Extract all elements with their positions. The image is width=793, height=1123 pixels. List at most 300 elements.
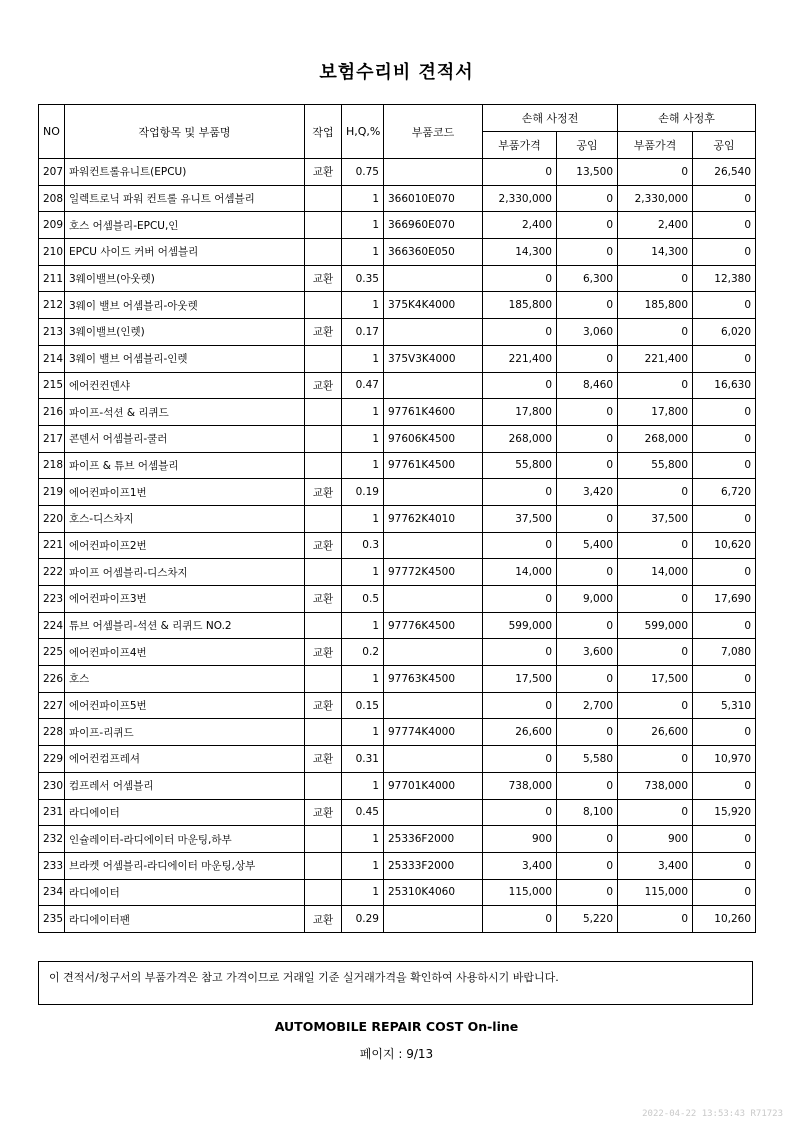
table-row: [39, 612, 756, 639]
table-row: [39, 159, 756, 186]
cell-after-part-price: 0: [618, 906, 693, 933]
cell-after-labor: 0: [693, 452, 756, 479]
cell-code: [384, 799, 483, 826]
cell-work: [305, 559, 342, 586]
cell-code: 97761K4600: [384, 399, 483, 426]
cell-hq: 1: [342, 425, 384, 452]
cell-after-labor: 0: [693, 505, 756, 532]
cell-before-labor: 0: [557, 719, 618, 746]
cell-code: 366360E050: [384, 239, 483, 266]
cell-after-labor: 0: [693, 292, 756, 319]
cell-no: 214: [39, 345, 65, 372]
cell-work: [305, 719, 342, 746]
cell-work: [305, 292, 342, 319]
cell-code: [384, 639, 483, 666]
cell-no: 228: [39, 719, 65, 746]
cell-after-labor: 7,080: [693, 639, 756, 666]
table-header: [39, 105, 756, 159]
cell-code: 97606K4500: [384, 425, 483, 452]
table-row: [39, 345, 756, 372]
cell-before-labor: 5,580: [557, 746, 618, 773]
cell-no: 212: [39, 292, 65, 319]
cell-hq: 1: [342, 879, 384, 906]
cell-after-labor: 0: [693, 852, 756, 879]
cell-item: 3웨이밸브(인렛): [65, 319, 305, 346]
cell-before-part-price: 0: [483, 319, 557, 346]
cell-no: 224: [39, 612, 65, 639]
cell-after-labor: 5,310: [693, 692, 756, 719]
cell-before-part-price: 17,500: [483, 666, 557, 693]
cell-work: 교환: [305, 319, 342, 346]
footer-brand: AUTOMOBILE REPAIR COST On-line: [274, 1019, 519, 1034]
cell-code: 375K4K4000: [384, 292, 483, 319]
cell-work: [305, 826, 342, 853]
cell-before-labor: 0: [557, 292, 618, 319]
cell-work: [305, 345, 342, 372]
cell-work: [305, 505, 342, 532]
cell-before-part-price: 900: [483, 826, 557, 853]
cell-no: 222: [39, 559, 65, 586]
cell-hq: 1: [342, 239, 384, 266]
cell-before-labor: 0: [557, 185, 618, 212]
header-no: NO: [39, 105, 65, 159]
cell-work: 교환: [305, 159, 342, 186]
cell-before-part-price: 26,600: [483, 719, 557, 746]
cell-work: 교환: [305, 639, 342, 666]
cell-after-labor: 0: [693, 239, 756, 266]
cell-work: [305, 879, 342, 906]
cell-hq: 1: [342, 292, 384, 319]
cell-code: 97772K4500: [384, 559, 483, 586]
cell-no: 217: [39, 425, 65, 452]
cell-before-labor: 8,100: [557, 799, 618, 826]
cell-item: 에어컨파이프1번: [65, 479, 305, 506]
cell-after-part-price: 14,000: [618, 559, 693, 586]
print-timestamp: 2022-04-22 13:53:43 R71723: [642, 1109, 783, 1119]
cell-item: 에어컨파이프3번: [65, 586, 305, 613]
cell-item: 3웨이밸브(아웃렛): [65, 265, 305, 292]
table-row: [39, 559, 756, 586]
cell-after-labor: 0: [693, 666, 756, 693]
cell-after-labor: 12,380: [693, 265, 756, 292]
table-row: [39, 239, 756, 266]
cell-after-labor: 0: [693, 212, 756, 239]
table-row: [39, 185, 756, 212]
cell-code: [384, 746, 483, 773]
cell-work: [305, 852, 342, 879]
cell-code: 375V3K4000: [384, 345, 483, 372]
cell-after-part-price: 0: [618, 479, 693, 506]
cell-item: 에어컨파이프2번: [65, 532, 305, 559]
cell-hq: 1: [342, 345, 384, 372]
cell-before-part-price: 3,400: [483, 852, 557, 879]
cell-before-part-price: 0: [483, 586, 557, 613]
table-row: [39, 879, 756, 906]
cell-item: 인슐레이터-라디에이터 마운팅,하부: [65, 826, 305, 853]
cell-before-labor: 0: [557, 826, 618, 853]
cell-before-part-price: 0: [483, 479, 557, 506]
cell-before-part-price: 2,400: [483, 212, 557, 239]
page-number: 페이지 : 9/13: [359, 1047, 434, 1061]
cell-item: 호스-디스차지: [65, 505, 305, 532]
cell-work: 교환: [305, 799, 342, 826]
cell-work: [305, 772, 342, 799]
cell-code: [384, 586, 483, 613]
price-notice: 이 견적서/청구서의 부품가격은 참고 가격이므로 거래일 기준 실거래가격을 확인하여 사용하시기 바랍니다.: [38, 961, 753, 1005]
cell-no: 233: [39, 852, 65, 879]
cell-item: 일렉트로닉 파워 컨트롤 유니트 어셈블리: [65, 185, 305, 212]
header-after: 손해 사정후: [618, 105, 756, 132]
cell-no: 219: [39, 479, 65, 506]
cell-before-labor: 0: [557, 852, 618, 879]
cell-before-part-price: 0: [483, 532, 557, 559]
cell-before-part-price: 115,000: [483, 879, 557, 906]
cell-hq: 1: [342, 212, 384, 239]
cell-before-labor: 0: [557, 879, 618, 906]
cell-before-part-price: 0: [483, 372, 557, 399]
cell-before-labor: 5,400: [557, 532, 618, 559]
cell-code: 97763K4500: [384, 666, 483, 693]
cell-no: 225: [39, 639, 65, 666]
cell-hq: 0.29: [342, 906, 384, 933]
cell-work: 교환: [305, 906, 342, 933]
cell-item: 에어컨파이프5번: [65, 692, 305, 719]
cell-hq: 0.19: [342, 479, 384, 506]
cell-hq: 1: [342, 399, 384, 426]
cell-no: 220: [39, 505, 65, 532]
cell-after-labor: 10,620: [693, 532, 756, 559]
cell-before-labor: 3,600: [557, 639, 618, 666]
cell-hq: 0.15: [342, 692, 384, 719]
cell-no: 213: [39, 319, 65, 346]
cell-after-labor: 0: [693, 772, 756, 799]
cell-code: [384, 319, 483, 346]
cell-work: [305, 666, 342, 693]
cell-hq: 1: [342, 666, 384, 693]
cell-after-part-price: 17,500: [618, 666, 693, 693]
cell-before-part-price: 0: [483, 639, 557, 666]
cell-code: 25336F2000: [384, 826, 483, 853]
cell-item: 에어컨컨덴샤: [65, 372, 305, 399]
cell-hq: 1: [342, 826, 384, 853]
cell-no: 234: [39, 879, 65, 906]
cell-after-labor: 16,630: [693, 372, 756, 399]
cell-after-labor: 0: [693, 719, 756, 746]
header-after-part-price: 부품가격: [618, 132, 693, 159]
cell-after-part-price: 3,400: [618, 852, 693, 879]
cell-before-labor: 0: [557, 612, 618, 639]
table-row: [39, 479, 756, 506]
table-row: [39, 212, 756, 239]
cell-after-part-price: 738,000: [618, 772, 693, 799]
cell-after-labor: 0: [693, 425, 756, 452]
cell-after-part-price: 37,500: [618, 505, 693, 532]
table-row: [39, 425, 756, 452]
cell-code: 97701K4000: [384, 772, 483, 799]
cell-hq: 0.75: [342, 159, 384, 186]
cell-code: 366010E070: [384, 185, 483, 212]
cell-item: 에어컨파이프4번: [65, 639, 305, 666]
cell-after-part-price: 0: [618, 159, 693, 186]
cell-after-part-price: 2,400: [618, 212, 693, 239]
cell-after-part-price: 185,800: [618, 292, 693, 319]
cell-no: 215: [39, 372, 65, 399]
cell-no: 218: [39, 452, 65, 479]
table-row: [39, 826, 756, 853]
cell-after-part-price: 0: [618, 746, 693, 773]
cell-item: 파이프 어셈블리-디스차지: [65, 559, 305, 586]
cell-after-part-price: 14,300: [618, 239, 693, 266]
cell-no: 208: [39, 185, 65, 212]
cell-hq: 0.45: [342, 799, 384, 826]
cell-item: 브라켓 어셈블리-라디에이터 마운팅,상부: [65, 852, 305, 879]
cell-hq: 1: [342, 852, 384, 879]
cell-code: [384, 479, 483, 506]
cell-work: [305, 425, 342, 452]
cell-after-part-price: 26,600: [618, 719, 693, 746]
cell-work: [305, 399, 342, 426]
header-code: 부품코드: [384, 105, 483, 159]
cell-after-part-price: 115,000: [618, 879, 693, 906]
cell-before-labor: 3,060: [557, 319, 618, 346]
cell-work: 교환: [305, 372, 342, 399]
cell-before-labor: 3,420: [557, 479, 618, 506]
cell-hq: 0.35: [342, 265, 384, 292]
cell-before-part-price: 738,000: [483, 772, 557, 799]
cell-after-labor: 0: [693, 559, 756, 586]
header-before: 손해 사정전: [483, 105, 618, 132]
header-item: 작업항목 및 부품명: [65, 105, 305, 159]
cell-before-labor: 2,700: [557, 692, 618, 719]
cell-after-part-price: 0: [618, 639, 693, 666]
cell-item: 에어컨컴프레셔: [65, 746, 305, 773]
cell-after-part-price: 0: [618, 372, 693, 399]
cell-after-part-price: 0: [618, 692, 693, 719]
cell-before-part-price: 0: [483, 692, 557, 719]
cell-after-labor: 15,920: [693, 799, 756, 826]
cell-work: 교환: [305, 479, 342, 506]
cell-before-part-price: 2,330,000: [483, 185, 557, 212]
table-row: [39, 746, 756, 773]
cell-hq: 1: [342, 772, 384, 799]
cell-code: 97776K4500: [384, 612, 483, 639]
cell-item: 라디에이터팬: [65, 906, 305, 933]
table-row: [39, 772, 756, 799]
cell-code: [384, 159, 483, 186]
cell-item: 호스: [65, 666, 305, 693]
cell-work: [305, 185, 342, 212]
cell-work: 교환: [305, 586, 342, 613]
cell-before-part-price: 0: [483, 265, 557, 292]
cell-hq: 0.5: [342, 586, 384, 613]
cell-after-part-price: 0: [618, 799, 693, 826]
cell-work: 교환: [305, 265, 342, 292]
cell-code: [384, 692, 483, 719]
cell-hq: 1: [342, 185, 384, 212]
cell-hq: 0.2: [342, 639, 384, 666]
cell-item: 콘덴서 어셈블리-쿨러: [65, 425, 305, 452]
cell-hq: 0.31: [342, 746, 384, 773]
cell-after-labor: 17,690: [693, 586, 756, 613]
cell-work: [305, 452, 342, 479]
table-row: [39, 852, 756, 879]
cell-item: 파이프-석션 & 리퀴드: [65, 399, 305, 426]
cell-no: 229: [39, 746, 65, 773]
cell-item: 3웨이 밸브 어셈블리-인렛: [65, 345, 305, 372]
header-before-part-price: 부품가격: [483, 132, 557, 159]
cell-before-part-price: 268,000: [483, 425, 557, 452]
table-row: [39, 719, 756, 746]
cell-after-labor: 0: [693, 399, 756, 426]
document-title: 보험수리비 견적서: [319, 62, 474, 83]
estimate-table: [38, 104, 756, 933]
cell-item: 라디에이터: [65, 799, 305, 826]
cell-before-part-price: 37,500: [483, 505, 557, 532]
table-row: [39, 666, 756, 693]
cell-after-labor: 26,540: [693, 159, 756, 186]
cell-before-labor: 0: [557, 425, 618, 452]
table-row: [39, 505, 756, 532]
cell-no: 207: [39, 159, 65, 186]
header-after-labor: 공임: [693, 132, 756, 159]
table-row: [39, 292, 756, 319]
cell-no: 230: [39, 772, 65, 799]
cell-after-part-price: 900: [618, 826, 693, 853]
cell-item: 라디에이터: [65, 879, 305, 906]
cell-after-labor: 0: [693, 612, 756, 639]
cell-before-part-price: 0: [483, 906, 557, 933]
cell-code: [384, 532, 483, 559]
table-row: [39, 265, 756, 292]
cell-no: 226: [39, 666, 65, 693]
cell-before-labor: 8,460: [557, 372, 618, 399]
cell-item: 파워컨트롤유니트(EPCU): [65, 159, 305, 186]
table-row: [39, 452, 756, 479]
cell-no: 227: [39, 692, 65, 719]
cell-after-part-price: 0: [618, 586, 693, 613]
table-row: [39, 586, 756, 613]
cell-before-part-price: 17,800: [483, 399, 557, 426]
cell-work: [305, 212, 342, 239]
cell-item: 튜브 어셈블리-석션 & 리퀴드 NO.2: [65, 612, 305, 639]
cell-after-labor: 0: [693, 185, 756, 212]
cell-hq: 1: [342, 719, 384, 746]
cell-after-part-price: 0: [618, 532, 693, 559]
cell-before-part-price: 14,300: [483, 239, 557, 266]
cell-no: 235: [39, 906, 65, 933]
cell-before-labor: 9,000: [557, 586, 618, 613]
cell-no: 210: [39, 239, 65, 266]
cell-before-labor: 6,300: [557, 265, 618, 292]
cell-before-part-price: 599,000: [483, 612, 557, 639]
cell-no: 211: [39, 265, 65, 292]
cell-item: 컴프레서 어셈블리: [65, 772, 305, 799]
cell-hq: 1: [342, 505, 384, 532]
cell-after-part-price: 221,400: [618, 345, 693, 372]
cell-code: 97762K4010: [384, 505, 483, 532]
table-row: [39, 906, 756, 933]
cell-item: 호스 어셈블리-EPCU,인: [65, 212, 305, 239]
cell-code: 366960E070: [384, 212, 483, 239]
cell-before-labor: 13,500: [557, 159, 618, 186]
table-row: [39, 372, 756, 399]
table-body: [39, 159, 756, 933]
cell-after-part-price: 0: [618, 265, 693, 292]
cell-code: 25310K4060: [384, 879, 483, 906]
cell-no: 216: [39, 399, 65, 426]
cell-item: 3웨이 밸브 어셈블리-아웃렛: [65, 292, 305, 319]
cell-before-labor: 0: [557, 505, 618, 532]
cell-after-labor: 10,970: [693, 746, 756, 773]
cell-work: [305, 612, 342, 639]
cell-code: 25333F2000: [384, 852, 483, 879]
cell-before-labor: 5,220: [557, 906, 618, 933]
header-before-labor: 공임: [557, 132, 618, 159]
cell-before-labor: 0: [557, 666, 618, 693]
cell-item: 파이프 & 튜브 어셈블리: [65, 452, 305, 479]
cell-no: 231: [39, 799, 65, 826]
cell-code: [384, 372, 483, 399]
cell-no: 223: [39, 586, 65, 613]
table-row: [39, 639, 756, 666]
cell-before-labor: 0: [557, 212, 618, 239]
cell-after-part-price: 17,800: [618, 399, 693, 426]
cell-after-labor: 10,260: [693, 906, 756, 933]
cell-code: [384, 265, 483, 292]
cell-code: 97774K4000: [384, 719, 483, 746]
table-row: [39, 799, 756, 826]
cell-hq: 1: [342, 612, 384, 639]
cell-no: 221: [39, 532, 65, 559]
cell-before-part-price: 0: [483, 746, 557, 773]
cell-before-labor: 0: [557, 772, 618, 799]
header-hq: H,Q,%: [342, 105, 384, 159]
cell-hq: 1: [342, 559, 384, 586]
cell-no: 232: [39, 826, 65, 853]
cell-work: 교환: [305, 692, 342, 719]
cell-after-labor: 6,720: [693, 479, 756, 506]
cell-code: [384, 906, 483, 933]
cell-no: 209: [39, 212, 65, 239]
cell-work: [305, 239, 342, 266]
cell-after-labor: 0: [693, 826, 756, 853]
cell-hq: 0.17: [342, 319, 384, 346]
table-row: [39, 319, 756, 346]
cell-work: 교환: [305, 746, 342, 773]
cell-after-part-price: 2,330,000: [618, 185, 693, 212]
cell-before-part-price: 0: [483, 159, 557, 186]
cell-code: 97761K4500: [384, 452, 483, 479]
cell-after-part-price: 268,000: [618, 425, 693, 452]
cell-after-part-price: 55,800: [618, 452, 693, 479]
cell-before-part-price: 0: [483, 799, 557, 826]
cell-after-labor: 6,020: [693, 319, 756, 346]
cell-before-part-price: 221,400: [483, 345, 557, 372]
cell-before-part-price: 14,000: [483, 559, 557, 586]
cell-after-labor: 0: [693, 345, 756, 372]
cell-before-labor: 0: [557, 452, 618, 479]
cell-item: EPCU 사이드 커버 어셈블리: [65, 239, 305, 266]
cell-item: 파이프-리퀴드: [65, 719, 305, 746]
cell-hq: 0.3: [342, 532, 384, 559]
header-work: 작업: [305, 105, 342, 159]
cell-before-labor: 0: [557, 399, 618, 426]
cell-after-part-price: 0: [618, 319, 693, 346]
cell-before-labor: 0: [557, 239, 618, 266]
cell-after-part-price: 599,000: [618, 612, 693, 639]
cell-hq: 1: [342, 452, 384, 479]
cell-before-labor: 0: [557, 345, 618, 372]
